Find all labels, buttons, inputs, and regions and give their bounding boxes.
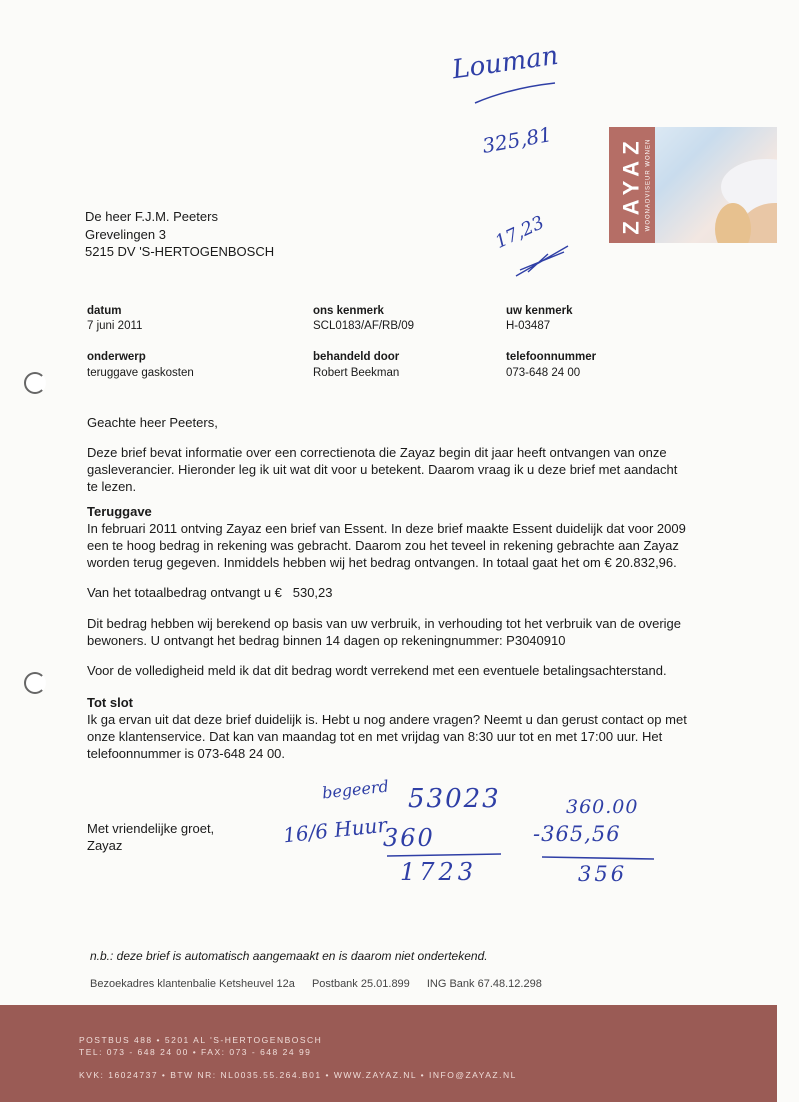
tot-slot-paragraph (87, 711, 777, 762)
signature: Zayaz (87, 838, 123, 853)
uw-kenmerk-value: H-03487 (506, 320, 551, 332)
tot-slot-line: telefoonnummer is 073-648 24 00. (87, 746, 286, 761)
teruggave-line: een te hoog bedrag in rekening was gebracht. Daarom zou het teveel in rekening gebrachte aan Zayaz (87, 538, 679, 553)
postbank: Postbank 25.01.899 (311, 978, 410, 990)
section-heading-teruggave: Teruggave (87, 504, 152, 519)
ing-bank: ING Bank 67.48.12.298 (426, 978, 542, 990)
amount-line: Van het totaalbedrag ontvangt u € 530,23 (87, 585, 333, 600)
tot-slot-line: onze klantenservice. Dat kan van maandag tot en met vrijdag van 8:30 uur tot en met 17:00 uur. Het (87, 729, 663, 744)
handwritten-name: Louman (450, 40, 561, 86)
calculation-paragraph (87, 615, 777, 649)
ons-kenmerk-label: ons kenmerk (313, 305, 384, 317)
child-photo-icon (655, 127, 777, 243)
completeness-paragraph: Voor de volledigheid meld ik dat dit bedrag wordt verrekend met een eventuele betalingsachterstand. (87, 663, 667, 678)
footer-phone: TEL: 073 - 648 24 00 • FAX: 073 - 648 24 99 (79, 1047, 312, 1057)
footer-address: POSTBUS 488 • 5201 AL 'S-HERTOGENBOSCH (79, 1035, 323, 1045)
handwritten-label-2: 16/6 Huur (282, 812, 389, 848)
addressee-name: De heer F.J.M. Peeters (85, 209, 218, 224)
onderwerp-label: onderwerp (87, 351, 146, 363)
handwritten-label-1: begeerd (321, 776, 390, 803)
telefoon-value: 073-648 24 00 (506, 367, 581, 379)
intro-paragraph (87, 444, 777, 495)
section-heading-tot-slot: Tot slot (87, 695, 133, 710)
datum-label: datum (87, 305, 122, 317)
punch-hole-bottom (24, 672, 46, 694)
uw-kenmerk-label: uw kenmerk (506, 305, 573, 317)
onderwerp-value: teruggave gaskosten (87, 367, 194, 379)
handwritten-value-2: 360 (383, 824, 435, 852)
footer-band (0, 1005, 777, 1102)
handwritten-calc-line (540, 852, 660, 862)
handwritten-sum-result: 1723 (400, 858, 478, 886)
handwritten-number-top: 325,81 (480, 122, 554, 158)
info-bar (90, 978, 542, 990)
intro-line: Deze brief bevat informatie over een correctienota die Zayaz begin dit jaar heeft ontvangen van onze (87, 445, 667, 460)
behandeld-label: behandeld door (313, 351, 400, 363)
company-logo (609, 127, 777, 243)
intro-line: gasleverancier. Hieronder leg ik uit wat dit voor u betekent. Daarom vraag ik u deze brief met aandacht (87, 462, 678, 477)
automatic-note: n.b.: deze brief is automatisch aangemaakt en is daarom niet ondertekend. (90, 949, 488, 963)
handwritten-value-1: 53023 (408, 784, 501, 814)
handwritten-calc-top: 360.00 (566, 796, 639, 818)
handwritten-number-side: 17,23 (491, 212, 548, 253)
addressee-street: Grevelingen 3 (85, 227, 166, 242)
visit-address: Bezoekadres klantenbalie Ketsheuvel 12a (90, 978, 295, 990)
handwritten-calc-minus: -365,56 (533, 822, 621, 846)
salutation: Geachte heer Peeters, (87, 415, 218, 430)
footer-registration: KVK: 16024737 • BTW NR: NL0035.55.264.B01 • WWW.ZAYAZ.NL • INFO@ZAYAZ.NL (79, 1070, 517, 1080)
calculation-line: bewoners. U ontvangt het bedrag binnen 14 dagen op rekeningnummer: P3040910 (87, 633, 566, 648)
behandeld-value: Robert Beekman (313, 367, 400, 379)
datum-value: 7 juni 2011 (87, 320, 143, 332)
intro-line: te lezen. (87, 479, 137, 494)
tot-slot-line: Ik ga ervan uit dat deze brief duidelijk is. Hebt u nog andere vragen? Neemt u dan gerust contact op met (87, 712, 687, 727)
handwritten-scribble (508, 240, 578, 280)
punch-hole-top (24, 372, 46, 394)
logo-wordmark: ZAYAZ (619, 135, 645, 235)
teruggave-paragraph (87, 520, 777, 571)
handwritten-calc-result: 356 (578, 862, 628, 886)
teruggave-line: worden terug gegeven. Inmiddels hebben wij het bedrag ontvangen. In totaal gaat het om € 20.832,96. (87, 555, 677, 570)
handwritten-underline (470, 78, 560, 108)
closing: Met vriendelijke groet, (87, 821, 215, 836)
teruggave-line: In februari 2011 ontving Zayaz een brief van Essent. In deze brief maakte Essent duidelijk dat voor 2009 (87, 521, 686, 536)
logo-tagline: WOONADVISEUR WONEN (645, 138, 652, 232)
ons-kenmerk-value: SCL0183/AF/RB/09 (313, 320, 415, 332)
addressee-city: 5215 DV 'S-HERTOGENBOSCH (85, 244, 275, 259)
telefoon-label: telefoonnummer (506, 351, 597, 363)
calculation-line: Dit bedrag hebben wij berekend op basis van uw verbruik, in verhouding tot het verbruik van de overige (87, 616, 682, 631)
